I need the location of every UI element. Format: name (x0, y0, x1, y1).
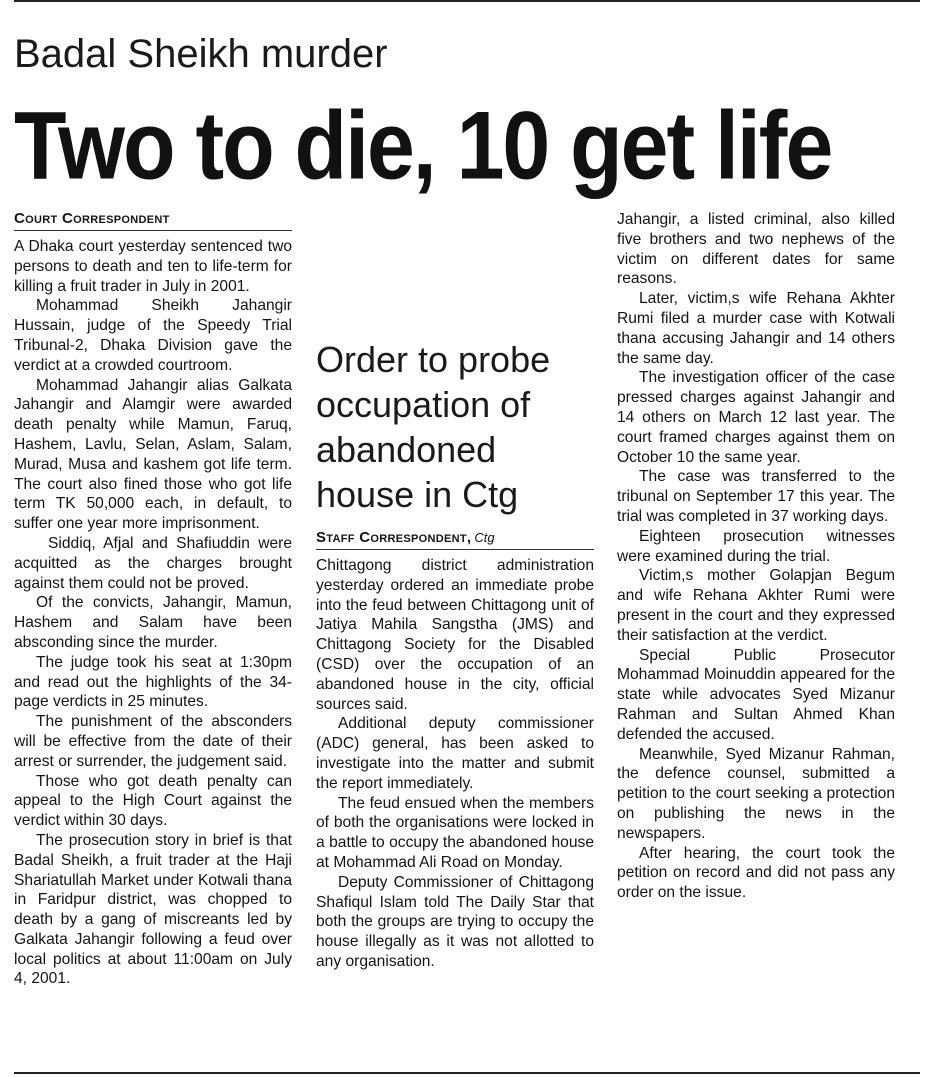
article-paragraph: Victim,s mother Golapjan Begum and wife Rehana Akhter Rumi were present in the court and they expressed their satisfaction at the verdict. (617, 567, 895, 644)
article-paragraph: Mohammad Jahangir alias Galkata Jahangir and Alamgir were awarded death penalty while Mamun, Faruq, Hashem, Lavlu, Selan, Aslam, Salam, Murad, Musa and kashem got life term. The court also fined those who got life term TK 50,000 each, in default, to suffer one year more imprisonment. (14, 376, 292, 533)
article-paragraph: A Dhaka court yesterday sentenced two persons to death and ten to life-term for killing a fruit trader in July in 2001. (14, 238, 292, 295)
top-rule (14, 0, 920, 2)
article-paragraph: The investigation officer of the case pressed charges against Jahangir and 14 others on March 12 last year. The court framed charges against them on October 10 the same year. (617, 369, 895, 466)
article-paragraph: Of the convicts, Jahangir, Mamun, Hashem and Salam have been absconding since the murder. (14, 594, 292, 651)
article-paragraph: Eighteen prosecution witnesses were examined during the trial. (617, 527, 895, 565)
article-byline (14, 208, 292, 231)
article-paragraph: The case was transferred to the tribunal on September 17 this year. The trial was completed in 37 working days. (617, 468, 895, 525)
article-kicker: Badal Sheikh murder (14, 32, 388, 76)
column-1 (14, 208, 292, 989)
sidebar-byline-text: Staff Correspondent, (316, 529, 472, 546)
article-paragraph: Those who got death penalty can appeal to the High Court against the verdict within 30 days. (14, 772, 292, 830)
sidebar-paragraph: Deputy Commissioner of Chittagong Shafiqul Islam told The Daily Star that both the groups are trying to occupy the house illegally as it was not allotted to any organisation. (316, 873, 594, 970)
sidebar-paragraph: Additional deputy commissioner (ADC) general, has been asked to investigate into the matter and submit the report immediately. (316, 715, 594, 792)
article-paragraph: After hearing, the court took the petition on record and did not pass any order on the issue. (617, 844, 895, 902)
sidebar-byline-location: Ctg (474, 530, 495, 545)
sidebar-article (316, 337, 594, 972)
bottom-rule (14, 1072, 920, 1074)
column-2 (316, 207, 594, 970)
column-3 (617, 210, 895, 903)
article-paragraph: Jahangir, a listed criminal, also killed five brothers and two nephews of the victim on different dates for same reasons. (617, 211, 895, 288)
sidebar-paragraph: The feud ensued when the members of both the organisations were locked in a battle to occupy the abandoned house at Mohammad Ali Road on Monday. (316, 794, 594, 871)
article-paragraph: The prosecution story in brief is that Badal Sheikh, a fruit trader at the Haji Shariatullah Market under Kotwali thana in Faridpur district, was chopped to death by a gang of miscreants led by Galkata Jahangir following a feud over local politics at about 11:00am on July 4, 2001. (14, 831, 292, 988)
sidebar-paragraph: Chittagong district administration yesterday ordered an immediate probe into the feud between Chittagong unit of Jatiya Mahila Sangstha (JMS) and Chittagong Society for the Disabled (CSD) over the occupation of an abandoned house in the city, official sources said. (316, 557, 594, 713)
sidebar-headline: Order to probe occupation of abandoned house in Ctg (316, 339, 551, 515)
article-paragraph: The punishment of the absconders will be effective from the date of their arrest or surrender, the judgement said. (14, 713, 292, 770)
article-paragraph: Special Public Prosecutor Mohammad Moinuddin appeared for the state while advocates Syed Mizanur Rahman and Sultan Ahmed Khan defended the accused. (617, 646, 895, 743)
article-paragraph: Siddiq, Afjal and Shafiuddin were acquitted as the charges brought against them could not be proved. (14, 534, 292, 592)
article-paragraph: Meanwhile, Syed Mizanur Rahman, the defence counsel, submitted a petition to the court seeking a protection on publishing the news in the newspapers. (617, 745, 895, 842)
article-paragraph: Mohammad Sheikh Jahangir Hussain, judge of the Speedy Trial Tribunal-2, Dhaka Division gave the verdict at a crowded courtroom. (14, 297, 292, 374)
sidebar-byline (316, 527, 594, 550)
article-headline: Two to die, 10 get life (14, 92, 832, 200)
byline-text: Court Correspondent (14, 210, 170, 227)
article-paragraph: Later, victim,s wife Rehana Akhter Rumi filed a murder case with Kotwali thana accusing Jahangir and 14 others the same day. (617, 290, 895, 367)
article-paragraph: The judge took his seat at 1:30pm and read out the highlights of the 34-page verdicts in 25 minutes. (14, 653, 292, 711)
